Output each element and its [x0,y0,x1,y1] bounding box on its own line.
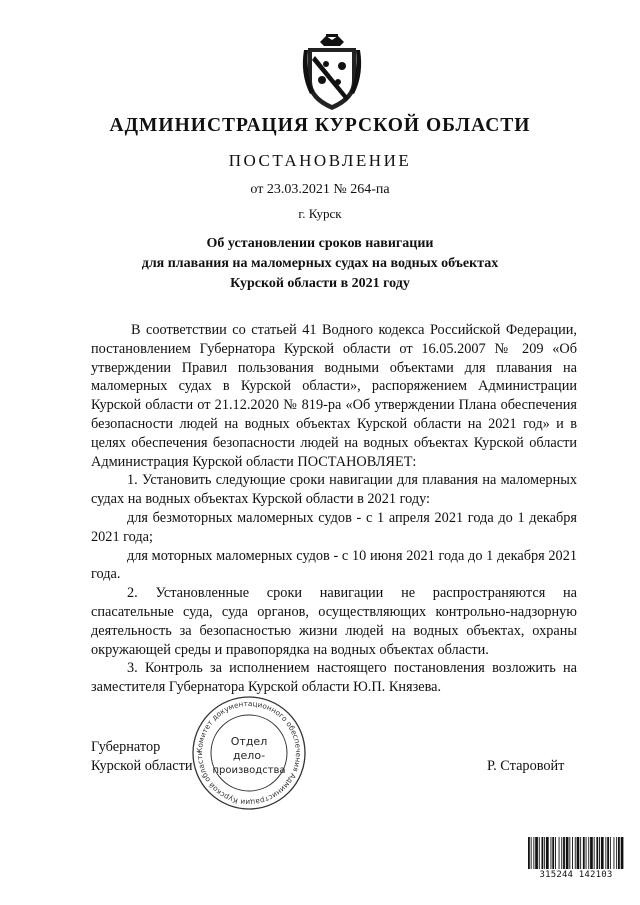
barcode-bar [559,837,560,869]
barcode-bar [618,837,620,869]
preamble-paragraph: В соответствии со статьей 41 Водного кодекса Российской Федерации, постановлением Губернатора Курской области от 16.05.2007 № 209 «Об утверждении Правил пользования водными объектами для плавания на маломерных судах в Курской области», распоряжением Администрации Курской области от 21.12.2020 № 819-ра «Об утверждении Плана обеспечения безопасности людей на водных объектах Курской области на 2021 год» и в целях обеспечения безопасности людей на водных объектах Курской области Администрация Курской области ПОСТАНОВЛЯЕТ: [91,322,577,470]
barcode-bar [586,837,587,869]
item-1a-paragraph: для безмоторных маломерных судов - с 1 апреля 2021 года до 1 декабря 2021 года; [91,509,577,545]
stamp-ring-text: Комитет документационного обеспечения Администрации Курской области [194,698,304,808]
document-date-number: от 23.03.2021 № 264-па [250,182,390,197]
organization-title: АДМИНИСТРАЦИЯ КУРСКОЙ ОБЛАСТИ [109,115,531,136]
item-3-paragraph: 3. Контроль за исполнением настоящего постановления возложить на заместителя Губернатора Курской области Ю.П. Князева. [91,660,577,696]
barcode-number: 315244 142103 [539,870,613,880]
barcode-bar [563,837,565,869]
barcode-bar [610,837,611,869]
document-body [91,321,577,697]
barcode-bar [531,837,532,869]
stamp-line-3: производства [212,765,286,776]
document-city: г. Курск [298,206,342,221]
signatory-position-line-2: Курской области [91,758,193,774]
barcode-bar [616,837,617,869]
barcode-bar [575,837,576,869]
barcode-bar [596,837,598,869]
round-stamp [190,694,308,812]
barcode-bar [533,837,534,869]
barcode-bar [601,837,604,869]
barcode-bar [555,837,556,869]
stamp-line-2: дело- [232,749,266,762]
barcode-bar [535,837,538,869]
item-2-paragraph: 2. Установленные сроки навигации не распространяются на спасательные суда, суда органов, осуществляющих контрольно-надзорную деятельность за безопасностью жизни людей на водных объектах, охраны окружающей среды и правопорядка на водных объектах области. [91,585,577,658]
subject-line-2: для плавания на маломерных судах на водных объектах [141,256,499,271]
document-subject [0,234,640,294]
barcode-bar [588,837,589,869]
barcode-bar [552,837,554,869]
barcode-bar [569,837,570,869]
barcode-bar [614,837,615,869]
barcode-bar [599,837,600,869]
signatory-name: Р. Старовойт [487,758,565,774]
barcode-bar [590,837,593,869]
barcode-bar [551,837,552,869]
item-1-paragraph: 1. Установить следующие сроки навигации для плавания на маломерных судах на водных объектах Курской области в 2021 году: [91,472,577,508]
barcode-bar [566,837,569,869]
signatory-position [91,738,193,776]
barcode-bar [542,837,544,869]
barcode-bar [580,837,581,869]
barcode-bar [621,837,624,869]
barcode-bar [572,837,573,869]
stamp-line-1: Отдел [230,735,268,748]
barcode-bar [594,837,595,869]
subject-line-1: Об установлении сроков навигации [206,236,434,251]
item-1b-paragraph: для моторных маломерных судов - с 10 июня 2021 года до 1 декабря 2021 года. [91,547,577,583]
barcode-bar [546,837,549,869]
barcode-bar [528,837,530,869]
barcode-bar [577,837,580,869]
barcode-bar [544,837,545,869]
document-type: ПОСТАНОВЛЕНИЕ [228,151,412,170]
barcode-bar [607,837,609,869]
coat-of-arms-icon [300,34,364,112]
barcode-bar [539,837,540,869]
subject-line-3: Курской области в 2021 году [230,276,410,291]
barcode-icon [527,837,625,871]
barcode-bar [583,837,585,869]
barcode-bar [605,837,606,869]
barcode-bar [561,837,562,869]
signatory-position-line-1: Губернатор [91,739,161,755]
